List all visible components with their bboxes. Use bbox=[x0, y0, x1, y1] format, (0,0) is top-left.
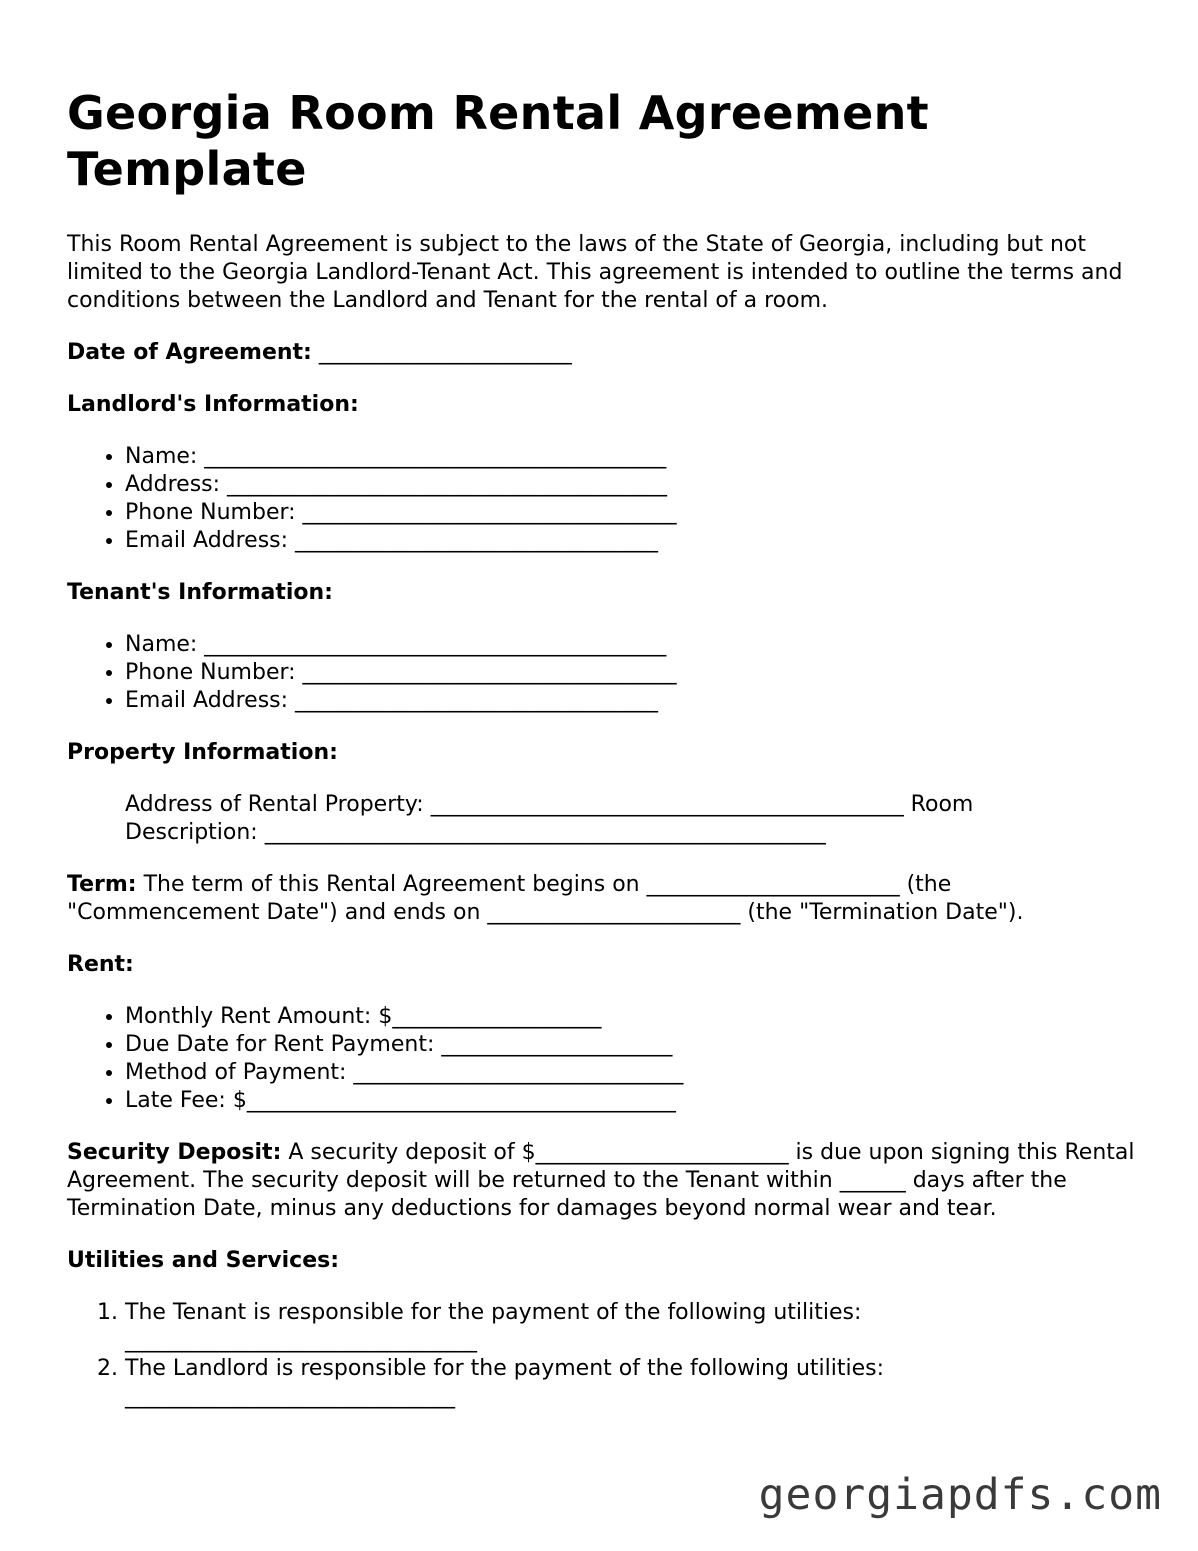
document-page bbox=[67, 85, 1137, 1411]
watermark: georgiapdfs.com bbox=[758, 1470, 1162, 1520]
list-item: • Monthly Rent Amount: $___________________ bbox=[125, 1003, 1137, 1031]
date-of-agreement-label: Date of Agreement: bbox=[67, 340, 312, 365]
list-item: • Name: __________________________________________ bbox=[125, 631, 1137, 659]
utilities-item-blank: ________________________________ bbox=[125, 1328, 477, 1353]
list-item: • Phone Number: __________________________________ bbox=[125, 659, 1137, 687]
utilities-item-text: The Landlord is responsible for the payment of the following utilities: bbox=[125, 1356, 884, 1381]
tenant-list bbox=[67, 631, 1137, 715]
list-item: • Address: ________________________________________ bbox=[125, 471, 1137, 499]
utilities-list bbox=[67, 1299, 1137, 1411]
utilities-item-blank: ______________________________ bbox=[125, 1384, 455, 1409]
list-item: • Late Fee: $_______________________________________ bbox=[125, 1087, 1137, 1115]
list-item bbox=[125, 1355, 1137, 1411]
property-heading: Property Information: bbox=[67, 740, 338, 765]
list-item: • Email Address: _________________________________ bbox=[125, 527, 1137, 555]
security-deposit-text: A security deposit of $_______________________ is due upon signing this Rental Agreement. The security deposit will be returned to the Tenant within ______ days after the Termination Date, minus any deductions for damages beyond normal wear and tear. bbox=[67, 1140, 1135, 1221]
date-of-agreement bbox=[67, 339, 1137, 367]
landlord-heading: Landlord's Information: bbox=[67, 392, 359, 417]
security-deposit-paragraph bbox=[67, 1139, 1137, 1223]
rent-heading: Rent: bbox=[67, 952, 134, 977]
landlord-list bbox=[67, 443, 1137, 555]
rent-list bbox=[67, 1003, 1137, 1115]
list-item bbox=[125, 1299, 1137, 1355]
list-item: • Method of Payment: ______________________________ bbox=[125, 1059, 1137, 1087]
list-item: • Due Date for Rent Payment: _____________________ bbox=[125, 1031, 1137, 1059]
list-item: • Email Address: _________________________________ bbox=[125, 687, 1137, 715]
term-text: The term of this Rental Agreement begins on _______________________ (the "Commencement Date") and ends on _______________________ (the "Termination Date"). bbox=[67, 872, 1024, 925]
term-paragraph bbox=[67, 871, 1137, 927]
term-label: Term: bbox=[67, 872, 137, 897]
list-item: • Phone Number: __________________________________ bbox=[125, 499, 1137, 527]
utilities-item-text: The Tenant is responsible for the payment of the following utilities: bbox=[125, 1300, 862, 1325]
utilities-heading: Utilities and Services: bbox=[67, 1248, 340, 1273]
list-item: • Name: __________________________________________ bbox=[125, 443, 1137, 471]
date-of-agreement-blank: _______________________ bbox=[318, 340, 572, 365]
property-text: Address of Rental Property: ___________________________________________ Room Description: ___________________________________________________ bbox=[125, 792, 974, 845]
page-title: Georgia Room Rental Agreement Template bbox=[67, 86, 929, 196]
security-deposit-label: Security Deposit: bbox=[67, 1140, 282, 1165]
tenant-heading: Tenant's Information: bbox=[67, 580, 333, 605]
intro-paragraph: This Room Rental Agreement is subject to the laws of the State of Georgia, including but not limited to the Georgia Landlord-Tenant Act. This agreement is intended to outline the terms and conditions between the Landlord and Tenant for the rental of a room. bbox=[67, 232, 1123, 313]
